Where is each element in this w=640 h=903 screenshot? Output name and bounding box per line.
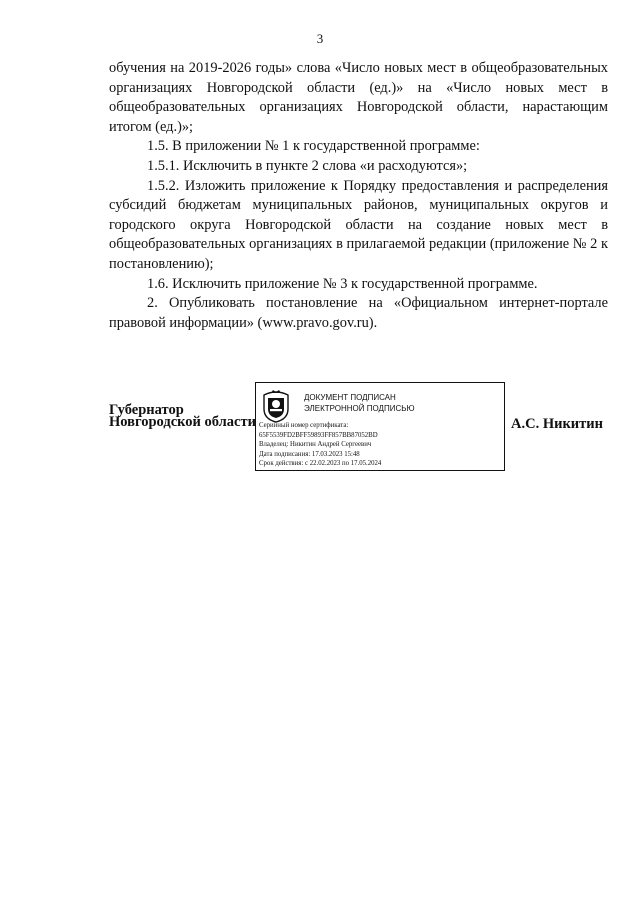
signatory-position [109, 404, 256, 428]
page-number: 3 [316, 31, 324, 46]
position-title: Губернатор [109, 402, 184, 418]
signing-date: Дата подписания: 17.03.2023 15:48 [259, 450, 360, 458]
certificate-details [259, 421, 503, 469]
paragraph: 1.6. Исключить приложение № 3 к государственной программе. [147, 275, 538, 292]
stamp-title: ДОКУМЕНТ ПОДПИСАН [304, 393, 396, 402]
certificate-validity: Срок действия: с 22.02.2023 по 17.05.2024 [259, 460, 382, 468]
certificate-owner: Владелец: Никитин Андрей Сергеевич [259, 441, 372, 449]
electronic-signature-stamp [255, 382, 505, 471]
stamp-header [296, 392, 496, 414]
certificate-serial-label: Серийный номер сертификата: [259, 422, 349, 429]
document-body [109, 59, 608, 333]
certificate-serial: 65F5539FD2BFF59893FF857BB87052BD [259, 431, 378, 439]
paragraph: 1.5.1. Исключить в пункте 2 слова «и расходуются»; [147, 157, 468, 174]
coat-of-arms-icon [261, 389, 291, 423]
position-region: Новгородской области [109, 414, 256, 430]
stamp-subtitle: ЭЛЕКТРОННОЙ ПОДПИСЬЮ [304, 404, 415, 413]
paragraph: обучения на 2019-2026 годы» слова «Число новых мест в общеобразовательных организациях Новгородской области (ед.)» на «Число новых мест в общеобразовательных организациях Новгородской области, нарастающим итогом (ед.)»; [109, 60, 608, 135]
paragraph: 1.5.2. Изложить приложение к Порядку предоставления и распределения субсидий бюджетам муниципальных районов, муниципальных округов и городского округа Новгородской области на создание новых мест в общеобразовательных организациях в прилагаемой редакции (приложение № 2 к постановлению); [109, 177, 608, 272]
paragraph: 2. Опубликовать постановление на «Официальном интернет-портале правовой информации» (www.pravo.gov.ru). [109, 295, 608, 331]
signatory-name: А.С. Никитин [511, 416, 603, 432]
paragraph: 1.5. В приложении № 1 к государственной программе: [147, 138, 480, 155]
